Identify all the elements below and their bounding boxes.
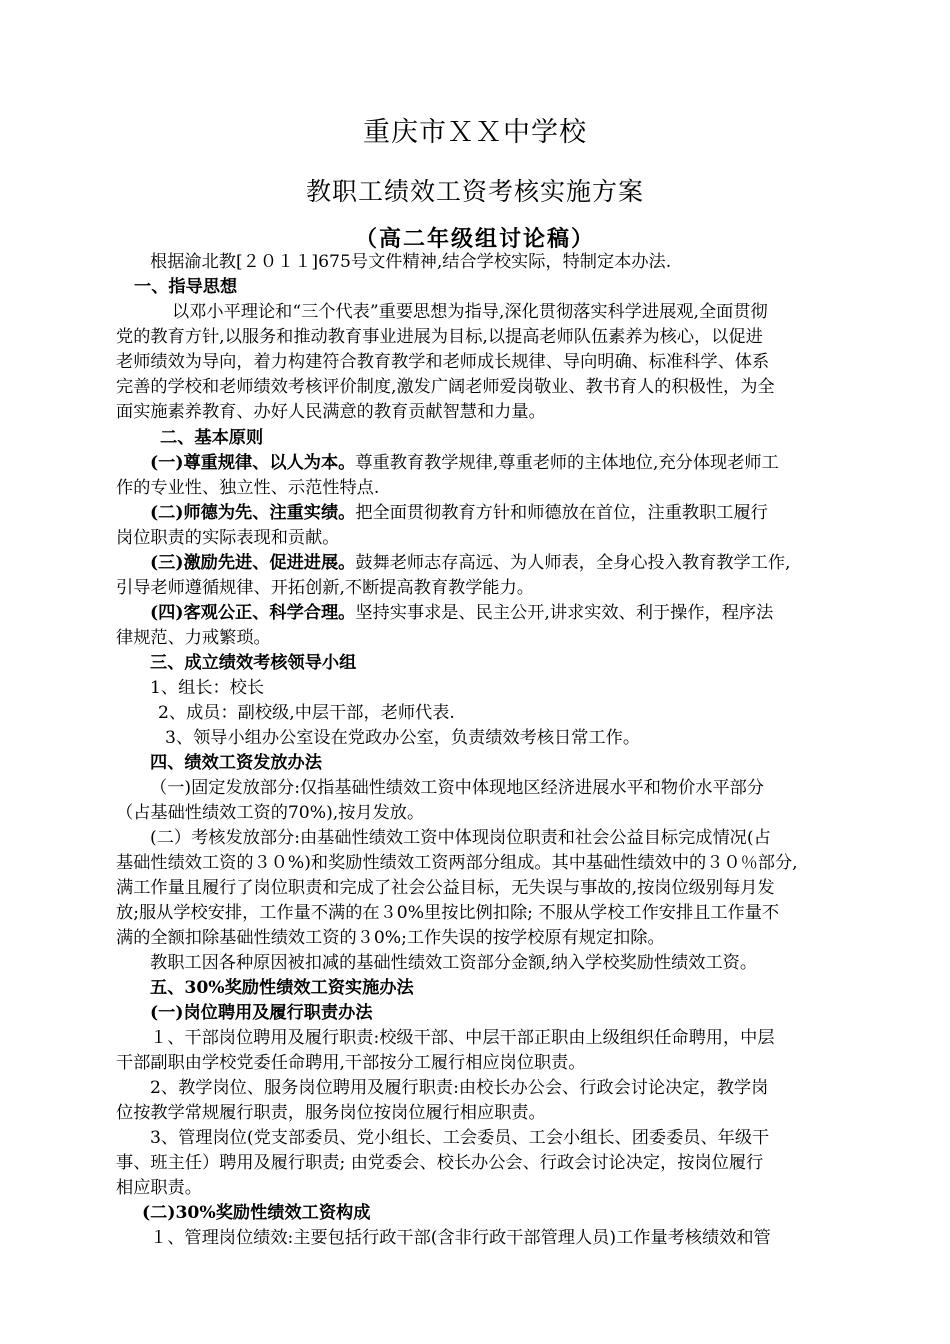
paragraph-line: 岗位职责的实际表现和贡献。 [116,528,340,548]
principle-line [150,501,768,525]
paragraph-line: 干部副职由学校党委任命聘用,干部按分工履行相应岗位职责。 [116,1053,586,1073]
paragraph-line: 律规范、力戒繁琐。 [116,628,271,648]
paragraph-line: 面实施素养教育、办好人民满意的教育贡献智慧和力量。 [116,402,546,422]
paragraph-line: 满的全额扣除基础性绩效工资的３0%;工作失误的按学校原有规定扣除。 [116,928,665,948]
section-heading-2: 二、基本原则 [160,428,264,448]
paragraph-line: 老师绩效为导向，着力构建符合教育教学和老师成长规律、导向明确、标准科学、体系 [116,352,770,372]
section-heading-1: 一、指导思想 [134,277,238,297]
paragraph-line: １、管理岗位绩效:主要包括行政干部(含非行政干部管理人员)工作量考核绩效和管 [150,1228,771,1248]
intro-line: 根据渝北教[２０１１]675号文件精神,结合学校实际，特制定本办法. [150,252,672,272]
list-item: 3、领导小组办公室设在党政办公室，负责绩效考核日常工作。 [165,728,641,748]
principle-line [150,601,773,625]
subsection-heading: (二)30%奖励性绩效工资构成 [142,1203,371,1223]
principle-lead: (一)尊重规律、以人为本。 [150,453,356,473]
principle-line [150,451,779,475]
paragraph-line: １、干部岗位聘用及履行职责:校级干部、中层干部正职由上级组织任命聘用，中层 [150,1028,775,1048]
paragraph-line: 党的教育方针,以服务和推动教育事业进展为目标,以提高老师队伍素养为核心，以促进 [116,327,763,347]
principle-text: 把全面贯彻教育方针和师德放在首位，注重教职工履行 [355,503,768,523]
principle-text: 坚持实事求是、民主公开,讲求实效、利于操作，程序法 [355,603,774,623]
paragraph-line: 基础性绩效工资的３０%)和奖励性绩效工资两部分组成。其中基础性绩效中的３０％部分, [116,853,798,873]
paragraph-line: 位按教学常规履行职责，服务岗位按岗位履行相应职责。 [116,1103,546,1123]
section-heading-3: 三、成立绩效考核领导小组 [150,653,357,673]
school-title: 重庆市ＸＸ中学校 [363,117,587,148]
paragraph-line: 作的专业性、独立性、示范性特点. [116,478,380,498]
paragraph-line: 相应职责。 [116,1178,202,1198]
subsection-heading: (一)岗位聘用及履行职责办法 [150,1003,373,1023]
paragraph-line: 满工作量且履行了岗位职责和完成了社会公益目标，无失误与事故的,按岗位级别每月发 [116,878,775,898]
principle-line [150,551,790,575]
paragraph-line: 完善的学校和老师绩效考核评价制度,激发广阔老师爱岗敬业、教书育人的积极性，为全 [116,377,775,397]
paragraph-line: 3、管理岗位(党支部委员、党小组长、工会委员、工会小组长、团委委员、年级干 [150,1128,770,1148]
paragraph-line: （一)固定发放部分:仅指基础性绩效工资中体现地区经济进展水平和物价水平部分 [150,778,765,798]
principle-lead: (三)激励先进、促进进展。 [150,553,356,573]
list-item: 2、成员：副校级,中层干部，老师代表. [158,703,455,723]
paragraph-line: 以邓小平理论和“三个代表”重要思想为指导,深化贯彻落实科学进展观,全面贯彻 [172,302,768,322]
list-item: 1、组长：校长 [150,678,265,698]
paragraph-line: (二）考核发放部分:由基础性绩效工资中体现岗位职责和社会公益目标完成情况(占 [150,828,771,848]
paragraph-line: 2、教学岗位、服务岗位聘用及履行职责:由校长办公会、行政会讨论决定，教学岗 [150,1078,769,1098]
document-subtitle: （高二年级组讨论稿） [354,227,595,252]
principle-text: 尊重教育教学规律,尊重老师的主体地位,充分体现老师工 [355,453,779,473]
section-heading-5: 五、30%奖励性绩效工资实施办法 [150,978,414,998]
document-title: 教职工绩效工资考核实施方案 [305,177,644,206]
section-heading-4: 四、绩效工资发放办法 [150,753,322,773]
paragraph-line: 教职工因各种原因被扣减的基础性绩效工资部分金额,纳入学校奖励性绩效工资。 [150,953,758,973]
paragraph-line: 事、班主任）聘用及履行职责; 由党委会、校长办公会、行政会讨论决定，按岗位履行 [116,1153,764,1173]
paragraph-line: 放;服从学校安排，工作量不满的在３0%里按比例扣除; 不服从学校工作安排且工作量不 [116,903,780,923]
paragraph-line: （占基础性绩效工资的70%),按月发放。 [116,803,425,823]
principle-text: 鼓舞老师志存高远、为人师表，全身心投入教育教学工作, [355,553,791,573]
principle-lead: (四)客观公正、科学合理。 [150,603,356,623]
principle-lead: (二)师德为先、注重实绩。 [150,503,356,523]
paragraph-line: 引导老师遵循规律、开拓创新,不断提高教育教学能力。 [116,578,534,598]
